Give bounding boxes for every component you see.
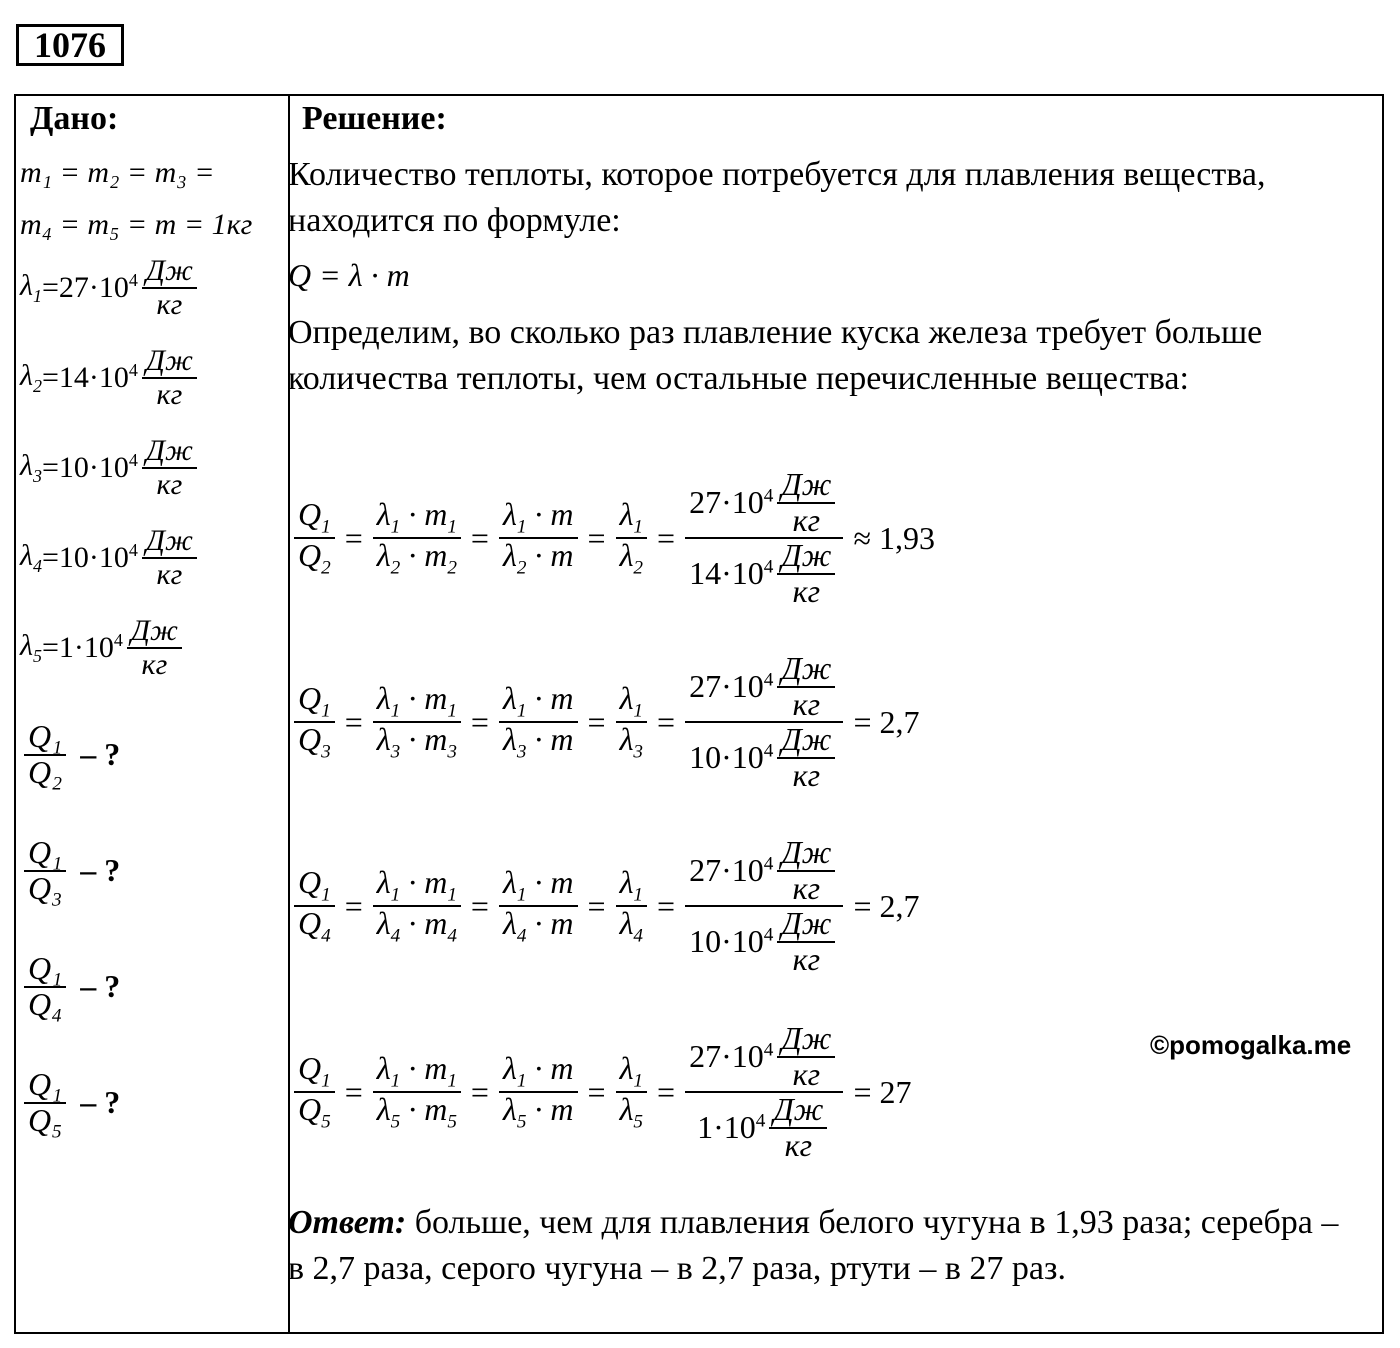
num: [685, 1022, 843, 1093]
equals: =: [657, 1073, 676, 1110]
equals: =: [344, 887, 363, 924]
unit-numerator: Дж: [777, 468, 835, 504]
num: $\lambda_1 \cdot m_1$: [373, 1052, 461, 1094]
find-question: – ?: [80, 968, 121, 1005]
ratio-q-den: $Q_5$: [298, 1091, 331, 1133]
sub: 3: [633, 741, 644, 763]
lambda-symbol: $\lambda_2$: [20, 358, 42, 396]
lambda-value-exp: 4: [128, 540, 138, 560]
num-value-exp: 4: [763, 853, 774, 875]
num: $\lambda_1$: [616, 498, 647, 540]
unit-fraction: [777, 723, 835, 792]
lambda-value-exp: 4: [128, 450, 138, 470]
num-value-exp: 4: [763, 485, 774, 507]
equals: =: [470, 1073, 489, 1110]
melting-formula: Q = λ · m: [288, 257, 410, 293]
num: $\lambda_1 \cdot m$: [499, 1052, 578, 1094]
unit-numerator: Дж: [142, 525, 197, 559]
sub: 3: [390, 741, 401, 763]
find-question: – ?: [80, 1084, 121, 1121]
sub: 5: [633, 1111, 644, 1133]
ratio-lambda-m: [373, 495, 461, 579]
sub: 5: [447, 1111, 457, 1133]
answer: [288, 1200, 1358, 1292]
num-value: $27\cdot 10^4$: [689, 1037, 774, 1074]
equals: =: [42, 450, 59, 484]
find-denominator: Q₄: [28, 985, 63, 1022]
find-fraction: [24, 1068, 66, 1137]
find-numerator: Q₁: [24, 836, 66, 872]
num: $\lambda_1 \cdot m_1$: [373, 866, 461, 908]
equals: =: [657, 703, 676, 740]
ratio-equation-2: [290, 468, 941, 608]
sub: 5: [321, 1111, 331, 1133]
equals: =: [42, 270, 59, 304]
sub: 3: [321, 741, 331, 763]
unit-fraction: [769, 1093, 827, 1162]
find-denominator: Q₅: [28, 1101, 63, 1138]
ratio-lambda-m: [373, 679, 461, 763]
sub: 4: [633, 925, 644, 947]
den-value-exp: 4: [763, 924, 774, 946]
sub: 2: [633, 557, 644, 579]
ratio-q: [294, 495, 335, 579]
den-value-exp: 4: [755, 1110, 766, 1132]
num-value-exp: 4: [763, 669, 774, 691]
ratio-q-num: $Q_1$: [294, 866, 335, 908]
find-numerator: Q₁: [24, 952, 66, 988]
ratio-result: = 2,7: [853, 703, 920, 740]
num: $\lambda_1 \cdot m$: [499, 866, 578, 908]
unit-fraction: [777, 539, 835, 608]
sub: 1: [633, 700, 644, 722]
ratio-numeric: [685, 652, 843, 792]
unit-numerator: Дж: [142, 435, 197, 469]
equals: =: [470, 887, 489, 924]
unit-fraction: [777, 836, 835, 905]
num-value-exp: 4: [763, 1039, 774, 1061]
ratio-q-den: $Q_2$: [298, 537, 331, 579]
den: $\lambda_2 \cdot m_2$: [376, 537, 457, 579]
den: $\lambda_4$: [619, 905, 644, 947]
num: $\lambda_1 \cdot m_1$: [373, 682, 461, 724]
sub: 1: [321, 1070, 331, 1092]
sub: 3: [447, 741, 457, 763]
sub: 1: [516, 516, 527, 538]
equals: =: [587, 703, 606, 740]
given-heading: Дано:: [30, 100, 119, 137]
ratio-q: [294, 679, 335, 763]
den: $\lambda_2 \cdot m$: [502, 537, 574, 579]
sub: 1: [633, 1070, 644, 1092]
sub: 5: [390, 1111, 401, 1133]
lambda-value: $27\cdot 10^4$: [58, 270, 138, 304]
ratio-lambda: [616, 495, 647, 579]
sub: 4: [447, 925, 457, 947]
unit-numerator: Дж: [769, 1093, 827, 1129]
den-value: $14\cdot 10^4$: [689, 554, 774, 591]
num: [685, 468, 843, 539]
unit-denominator: кг: [156, 557, 183, 591]
sub: 2: [390, 557, 401, 579]
find-numerator: Q₁: [24, 1068, 66, 1104]
num: [685, 836, 843, 907]
ratio-q: [294, 1049, 335, 1133]
find-numerator: Q₁: [24, 720, 66, 756]
sub: 3: [516, 741, 527, 763]
unit-denominator: кг: [141, 647, 168, 681]
sub: 1: [321, 884, 331, 906]
find-fraction: [24, 836, 66, 905]
lambda-symbol: $\lambda_5$: [20, 628, 42, 666]
unit-fraction: [777, 907, 835, 976]
ratio-lambda-same-m: [499, 679, 578, 763]
den-value-exp: 4: [763, 556, 774, 578]
unit-fraction: [127, 615, 182, 680]
den-value: $10\cdot 10^4$: [689, 922, 774, 959]
den: $\lambda_3 \cdot m_3$: [376, 721, 457, 763]
watermark: ©pomogalka.me: [1150, 1030, 1352, 1060]
problem-number: 1076: [16, 24, 124, 66]
num: [685, 652, 843, 723]
given-lambda-1: [20, 255, 201, 320]
equals: =: [587, 519, 606, 556]
ratio-result: = 2,7: [853, 887, 920, 924]
sub: 2: [447, 557, 457, 579]
lambda-value-exp: 4: [128, 360, 138, 380]
sub: 1: [516, 1070, 527, 1092]
equals: =: [587, 887, 606, 924]
den-value: $1\cdot 10^4$: [697, 1108, 766, 1145]
unit-numerator: Дж: [777, 907, 835, 943]
ratio-q-num: $Q_1$: [294, 682, 335, 724]
equals: =: [587, 1073, 606, 1110]
den: $\lambda_5 \cdot m$: [502, 1091, 574, 1133]
find-item: [20, 952, 120, 1021]
den: $\lambda_4 \cdot m_4$: [376, 905, 457, 947]
unit-denominator: кг: [792, 501, 821, 538]
ratio-numeric: [685, 1022, 843, 1162]
den-value: $10\cdot 10^4$: [689, 738, 774, 775]
ratio-result: ≈ 1,93: [853, 519, 935, 556]
num: $\lambda_1$: [616, 1052, 647, 1094]
num-value: $27\cdot 10^4$: [689, 851, 774, 888]
den: [685, 539, 843, 608]
find-fraction: [24, 720, 66, 789]
unit-numerator: Дж: [127, 615, 182, 649]
ratio-lambda: [616, 679, 647, 763]
ratio-q-num: $Q_1$: [294, 1052, 335, 1094]
given-lambda-2: [20, 345, 201, 410]
lambda-symbol-sub: 3: [33, 465, 42, 486]
unit-fraction: [777, 1022, 835, 1091]
lambda-symbol: $\lambda_4$: [20, 538, 42, 576]
unit-numerator: Дж: [142, 345, 197, 379]
given-masses-line1: m₁ = m₂ = m₃ =: [20, 156, 215, 189]
unit-fraction: [777, 468, 835, 537]
lambda-value-exp: 4: [113, 630, 123, 650]
find-denominator: Q₃: [28, 869, 63, 906]
den: [685, 907, 843, 976]
equals: =: [470, 703, 489, 740]
den: $\lambda_5 \cdot m_5$: [376, 1091, 457, 1133]
unit-fraction: [142, 525, 197, 590]
sub: 1: [516, 700, 527, 722]
lambda-symbol-sub: 1: [33, 285, 42, 306]
sub: 1: [321, 700, 331, 722]
ratio-q: [294, 863, 335, 947]
sub: 1: [321, 516, 331, 538]
den: $\lambda_4 \cdot m$: [502, 905, 574, 947]
sub: 4: [321, 925, 331, 947]
equals: =: [657, 887, 676, 924]
sub: 4: [516, 925, 527, 947]
sub: 1: [390, 700, 401, 722]
ratio-lambda: [616, 863, 647, 947]
ratio-lambda-same-m: [499, 863, 578, 947]
given-lambda-3: [20, 435, 201, 500]
lambda-value: $1\cdot 10^4$: [58, 630, 123, 664]
num: $\lambda_1$: [616, 682, 647, 724]
solution-paragraph-1: Количество теплоты, которое потребуется для плавления вещества, находится по формуле:: [288, 156, 1266, 239]
unit-denominator: кг: [792, 572, 821, 609]
unit-denominator: кг: [792, 756, 821, 793]
num: $\lambda_1$: [616, 866, 647, 908]
unit-fraction: [142, 435, 197, 500]
lambda-symbol-sub: 4: [33, 555, 42, 576]
find-fraction: [24, 952, 66, 1021]
sub: 1: [516, 884, 527, 906]
unit-denominator: кг: [792, 685, 821, 722]
find-item: [20, 720, 120, 789]
unit-denominator: кг: [156, 287, 183, 321]
sub: 2: [516, 557, 527, 579]
equals: =: [344, 1073, 363, 1110]
unit-fraction: [777, 652, 835, 721]
unit-denominator: кг: [784, 1126, 813, 1163]
unit-fraction: [142, 255, 197, 320]
den: $\lambda_3$: [619, 721, 644, 763]
den: [693, 1093, 835, 1162]
equals: =: [344, 519, 363, 556]
num: $\lambda_1 \cdot m_1$: [373, 498, 461, 540]
ratio-numeric: [685, 468, 843, 608]
sub: 1: [633, 516, 644, 538]
sub: 1: [633, 884, 644, 906]
equals: =: [470, 519, 489, 556]
ratio-result: = 27: [853, 1073, 912, 1110]
ratio-numeric: [685, 836, 843, 976]
sub: 1: [447, 700, 457, 722]
sub: 2: [321, 557, 331, 579]
ratio-q-num: $Q_1$: [294, 498, 335, 540]
sub: 1: [447, 516, 457, 538]
num: $\lambda_1 \cdot m$: [499, 498, 578, 540]
ratio-lambda-same-m: [499, 1049, 578, 1133]
solution-paragraph-2: Определим, во сколько раз плавление куска железа требует больше количества теплоты, чем остальные перечисленные вещества:: [288, 314, 1263, 397]
equals: =: [344, 703, 363, 740]
sub: 1: [390, 884, 401, 906]
ratio-q-den: $Q_4$: [298, 905, 331, 947]
lambda-value: $10\cdot 10^4$: [58, 450, 138, 484]
sub: 4: [390, 925, 401, 947]
equals: =: [42, 360, 59, 394]
ratio-lambda: [616, 1049, 647, 1133]
ratio-lambda-m: [373, 1049, 461, 1133]
num-value: $27\cdot 10^4$: [689, 667, 774, 704]
unit-denominator: кг: [792, 869, 821, 906]
given-lambda-4: [20, 525, 201, 590]
den: $\lambda_3 \cdot m$: [502, 721, 574, 763]
unit-denominator: кг: [792, 940, 821, 977]
sub: 1: [390, 516, 401, 538]
lambda-value: $14\cdot 10^4$: [58, 360, 138, 394]
sub: 1: [447, 1070, 457, 1092]
lambda-symbol-sub: 5: [33, 645, 42, 666]
answer-label: Ответ:: [288, 1204, 407, 1241]
unit-numerator: Дж: [777, 539, 835, 575]
unit-numerator: Дж: [142, 255, 197, 289]
ratio-equation-4: [290, 836, 925, 976]
sub: 1: [447, 884, 457, 906]
answer-text: больше, чем для плавления белого чугуна в 1,93 раза; серебра – в 2,7 раза, серого чугуна – в 2,7 раза, ртути – в 27 раз.: [288, 1204, 1339, 1287]
den: [685, 723, 843, 792]
ratio-lambda-m: [373, 863, 461, 947]
find-item: [20, 836, 120, 905]
unit-numerator: Дж: [777, 723, 835, 759]
num: $\lambda_1 \cdot m$: [499, 682, 578, 724]
solution-heading: Решение:: [302, 100, 447, 137]
den: $\lambda_5$: [619, 1091, 644, 1133]
equals: =: [42, 540, 59, 574]
unit-denominator: кг: [156, 377, 183, 411]
ratio-q-den: $Q_3$: [298, 721, 331, 763]
find-denominator: Q₂: [28, 753, 63, 790]
equals: =: [42, 630, 59, 664]
ratio-equation-3: [290, 652, 925, 792]
lambda-symbol: $\lambda_1$: [20, 268, 42, 306]
lambda-symbol: $\lambda_3$: [20, 448, 42, 486]
den-value-exp: 4: [763, 740, 774, 762]
lambda-value: $10\cdot 10^4$: [58, 540, 138, 574]
num-value: $27\cdot 10^4$: [689, 483, 774, 520]
find-question: – ?: [80, 852, 121, 889]
sub: 1: [390, 1070, 401, 1092]
sub: 5: [516, 1111, 527, 1133]
unit-numerator: Дж: [777, 836, 835, 872]
given-lambda-5: [20, 615, 186, 680]
lambda-symbol-sub: 2: [33, 375, 42, 396]
unit-denominator: кг: [156, 467, 183, 501]
equals: =: [657, 519, 676, 556]
unit-denominator: кг: [792, 1055, 821, 1092]
unit-fraction: [142, 345, 197, 410]
given-masses-line2: m₄ = m₅ = m = 1кг: [20, 208, 253, 241]
find-question: – ?: [80, 736, 121, 773]
lambda-value-exp: 4: [128, 270, 138, 290]
unit-numerator: Дж: [777, 1022, 835, 1058]
find-item: [20, 1068, 120, 1137]
unit-numerator: Дж: [777, 652, 835, 688]
ratio-lambda-same-m: [499, 495, 578, 579]
ratio-equation-5: [290, 1022, 917, 1162]
den: $\lambda_2$: [619, 537, 644, 579]
